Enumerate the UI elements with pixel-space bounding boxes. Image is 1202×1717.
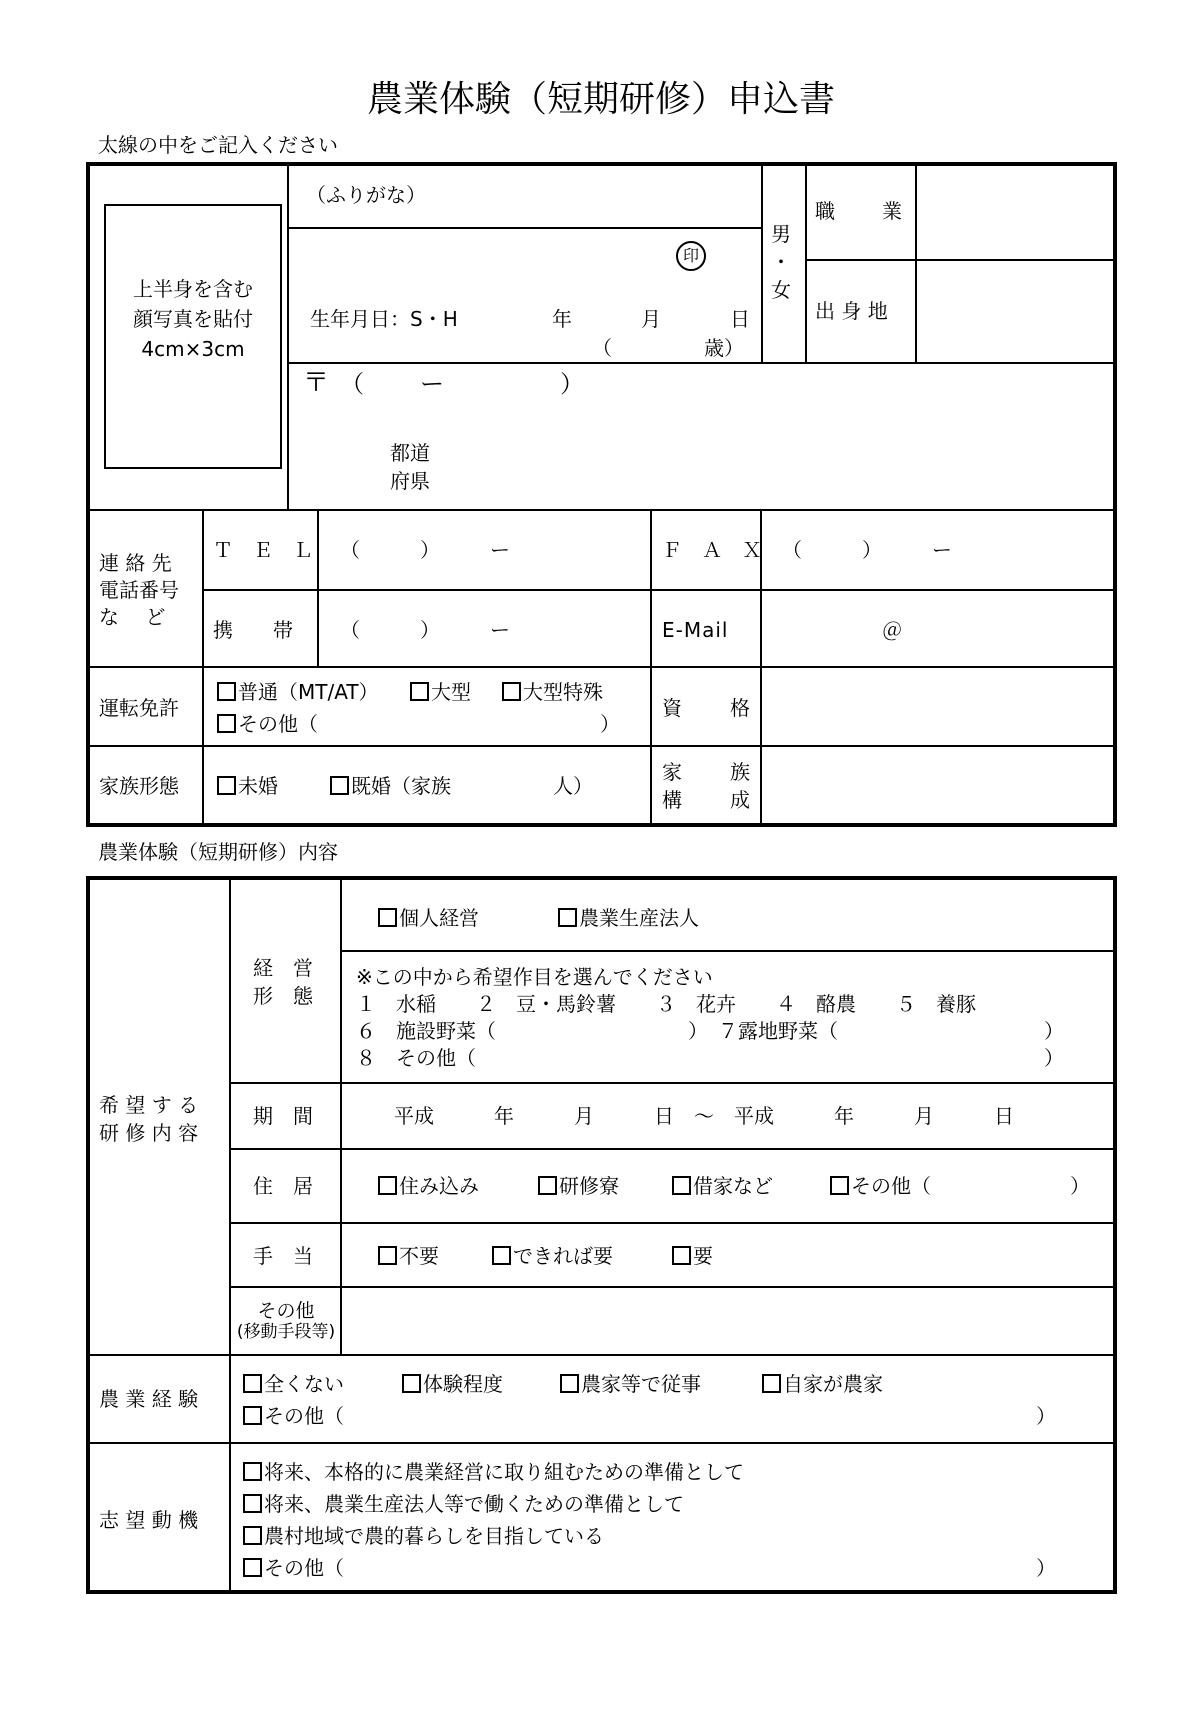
motivation-option-1-label: 将来、本格的に農業経営に取り組むための準備として	[264, 1460, 744, 1484]
allowance-yes-option[interactable]	[672, 1244, 713, 1268]
housing-live-in-label: 住み込み	[399, 1174, 479, 1198]
gender-separator: ・	[771, 250, 791, 274]
email-label: E-Mail	[662, 618, 729, 642]
crop-instruction: ※この中から希望作目を選んでください	[356, 965, 713, 989]
experience-other-close: ）	[1036, 1404, 1056, 1428]
age-label: 歳）	[704, 336, 744, 360]
checkbox-icon	[558, 908, 577, 927]
checkbox-icon	[243, 1494, 262, 1513]
family-composition-2a: 構	[662, 788, 682, 812]
housing-rental-option[interactable]	[672, 1174, 773, 1198]
checkbox-icon	[243, 1558, 262, 1577]
license-large-special-label: 大型特殊	[523, 680, 603, 704]
license-large-label: 大型	[431, 680, 471, 704]
checkbox-icon	[830, 1176, 849, 1195]
family-composition-1a: 家	[662, 760, 682, 784]
period-label: 期 間	[253, 1104, 313, 1128]
housing-dorm-label: 研修寮	[559, 1174, 619, 1198]
checkbox-icon	[217, 682, 236, 701]
checkbox-icon	[492, 1246, 511, 1265]
license-other-label: その他（	[238, 712, 318, 736]
tel-label: Ｔ Ｅ Ｌ	[213, 538, 313, 562]
housing-other-close: ）	[1070, 1174, 1090, 1198]
motivation-option-3[interactable]	[243, 1524, 604, 1548]
applicant-section-caption: 太線の中をご記入ください	[98, 133, 338, 157]
license-large-special-option[interactable]	[502, 680, 603, 704]
experience-header: 農 業 経 験	[99, 1387, 199, 1411]
experience-trial-option[interactable]	[402, 1372, 503, 1396]
motivation-option-2-label: 将来、農業生産法人等で働くための準備として	[264, 1492, 684, 1516]
license-regular-option[interactable]	[217, 680, 379, 704]
checkbox-icon	[410, 682, 429, 701]
family-single-option[interactable]	[217, 774, 278, 798]
family-married-option[interactable]	[330, 774, 451, 798]
experience-trial-label: 体験程度	[423, 1372, 503, 1396]
license-large-option[interactable]	[410, 680, 471, 704]
housing-other-option[interactable]	[830, 1174, 931, 1198]
motivation-option-other[interactable]	[243, 1556, 344, 1580]
checkbox-icon	[217, 714, 236, 733]
motivation-other-close: ）	[1036, 1556, 1056, 1580]
furigana-label: （ふりがな）	[306, 183, 426, 207]
checkbox-icon	[217, 776, 236, 795]
motivation-option-1[interactable]	[243, 1460, 744, 1484]
allowance-no-option[interactable]	[378, 1244, 439, 1268]
fax-field[interactable]: （ ） ー	[782, 538, 952, 562]
crop-options-row2[interactable]: ６ 施設野菜（	[356, 1019, 496, 1043]
allowance-yes-label: 要	[693, 1244, 713, 1268]
fax-label: Ｆ Ａ Ｘ	[662, 538, 762, 562]
experience-other-label: その他（	[264, 1404, 344, 1428]
mgmt-corporation-option[interactable]	[558, 906, 699, 930]
checkbox-icon	[378, 908, 397, 927]
family-married-label: 既婚（家族	[351, 774, 451, 798]
family-composition-1b: 族	[730, 760, 750, 784]
checkbox-icon	[560, 1374, 579, 1393]
experience-engaged-label: 農家等で従事	[581, 1372, 701, 1396]
checkbox-icon	[243, 1462, 262, 1481]
tel-field[interactable]: （ ） ー	[340, 538, 510, 562]
birth-day-label: 日	[730, 307, 750, 331]
photo-instruction-line2: 顔写真を貼付	[133, 307, 253, 331]
checkbox-icon	[762, 1374, 781, 1393]
crop-options-row3-close: ）	[1044, 1046, 1064, 1070]
license-regular-label: 普通（MT/AT）	[238, 680, 379, 704]
gender-female[interactable]: 女	[771, 278, 791, 302]
training-section-caption: 農業体験（短期研修）内容	[98, 840, 338, 864]
mgmt-corporation-label: 農業生産法人	[579, 906, 699, 930]
experience-engaged-option[interactable]	[560, 1372, 701, 1396]
period-field[interactable]: 平成 年 月 日 ～ 平成 年 月 日	[394, 1104, 1014, 1128]
birth-month-label: 月	[641, 307, 661, 331]
checkbox-icon	[378, 1246, 397, 1265]
occupation-label-b: 業	[882, 199, 902, 223]
checkbox-icon	[330, 776, 349, 795]
gender-male[interactable]: 男	[771, 222, 791, 246]
experience-other-option[interactable]	[243, 1404, 344, 1428]
postal-dash: ー	[420, 370, 444, 398]
email-field[interactable]: ＠	[882, 618, 902, 642]
family-single-label: 未婚	[238, 774, 278, 798]
housing-dorm-option[interactable]	[538, 1174, 619, 1198]
contact-header-line1: 連 絡 先	[99, 551, 172, 575]
crop-options-row2-close: ）	[1044, 1019, 1064, 1043]
training-header-line2: 研 修 内 容	[99, 1121, 199, 1145]
training-other-label-line2: (移動手段等)	[236, 1322, 336, 1342]
crop-options-row2-mid[interactable]: ） ７露地野菜（	[688, 1019, 838, 1043]
checkbox-icon	[243, 1374, 262, 1393]
contact-header-line3: な ど	[99, 605, 166, 629]
postal-close: ）	[560, 370, 584, 398]
prefecture-label-line2: 府県	[390, 469, 430, 493]
occupation-field[interactable]	[918, 166, 1111, 258]
license-other-close: ）	[600, 712, 620, 736]
checkbox-icon	[672, 1176, 691, 1195]
hometown-field[interactable]	[918, 262, 1111, 360]
checkbox-icon	[672, 1246, 691, 1265]
training-other-field[interactable]	[343, 1290, 1111, 1352]
mobile-label: 携 帯	[213, 618, 293, 642]
qualification-label-b: 格	[730, 696, 750, 720]
furigana-field[interactable]	[290, 184, 758, 224]
photo-size: 4cm×3cm	[141, 337, 245, 361]
experience-none-option[interactable]	[243, 1372, 344, 1396]
postal-mark-icon: 〒	[303, 368, 330, 398]
motivation-option-other-label: その他（	[264, 1556, 344, 1580]
hometown-label: 出 身 地	[815, 299, 888, 323]
allowance-prefer-label: できれば要	[513, 1244, 613, 1268]
occupation-label-a: 職	[815, 199, 835, 223]
allowance-no-label: 不要	[399, 1244, 439, 1268]
training-other-label-line1: その他	[257, 1300, 315, 1322]
experience-own-label: 自家が農家	[783, 1372, 883, 1396]
housing-rental-label: 借家など	[693, 1174, 773, 1198]
checkbox-icon	[502, 682, 521, 701]
age-open: （	[592, 336, 612, 360]
family-composition-2b: 成	[730, 788, 750, 812]
birth-year-label: 年	[552, 307, 572, 331]
birthdate-label: 生年月日：S・H	[310, 307, 458, 331]
motivation-option-3-label: 農村地域で農的暮らしを目指している	[264, 1524, 604, 1548]
license-header: 運転免許	[99, 696, 179, 720]
housing-other-label: その他（	[851, 1174, 931, 1198]
experience-own-option[interactable]	[762, 1372, 883, 1396]
crop-options-row1[interactable]: １ 水稲 ２ 豆・馬鈴薯 ３ 花卉 ４ 酪農 ５ 養豚	[356, 992, 976, 1016]
contact-header-line2: 電話番号	[99, 578, 179, 602]
license-other-option[interactable]	[217, 712, 318, 736]
experience-none-label: 全くない	[264, 1372, 344, 1396]
mgmt-individual-label: 個人経営	[399, 906, 479, 930]
prefecture-label-line1: 都道	[390, 441, 430, 465]
motivation-option-2[interactable]	[243, 1492, 684, 1516]
mgmt-label-line2: 形 態	[253, 984, 313, 1008]
photo-instruction-line1: 上半身を含む	[133, 277, 253, 301]
checkbox-icon	[402, 1374, 421, 1393]
training-header-line1: 希 望 す る	[99, 1093, 199, 1117]
mobile-field[interactable]: （ ） ー	[340, 618, 510, 642]
checkbox-icon	[243, 1406, 262, 1425]
mgmt-label-line1: 経 営	[253, 956, 313, 980]
allowance-prefer-option[interactable]	[492, 1244, 613, 1268]
checkbox-icon	[378, 1176, 397, 1195]
postal-open: （	[340, 370, 364, 398]
crop-options-row3[interactable]: ８ その他（	[356, 1046, 476, 1070]
mgmt-individual-option[interactable]	[378, 906, 479, 930]
motivation-header: 志 望 動 機	[99, 1508, 199, 1532]
address-field[interactable]	[290, 366, 1112, 506]
checkbox-icon	[243, 1526, 262, 1545]
housing-live-in-option[interactable]	[378, 1174, 479, 1198]
qualification-field[interactable]	[763, 670, 1111, 743]
family-composition-field[interactable]	[763, 749, 1111, 821]
name-field[interactable]	[290, 232, 690, 292]
form-title: 農業体験（短期研修）申込書	[366, 79, 835, 120]
checkbox-icon	[538, 1176, 557, 1195]
family-count-label: 人）	[553, 774, 593, 798]
family-header: 家族形態	[99, 774, 179, 798]
qualification-label-a: 資	[662, 696, 682, 720]
seal-mark-icon: 印	[676, 241, 706, 271]
housing-label: 住 居	[253, 1174, 313, 1198]
allowance-label: 手 当	[253, 1244, 313, 1268]
